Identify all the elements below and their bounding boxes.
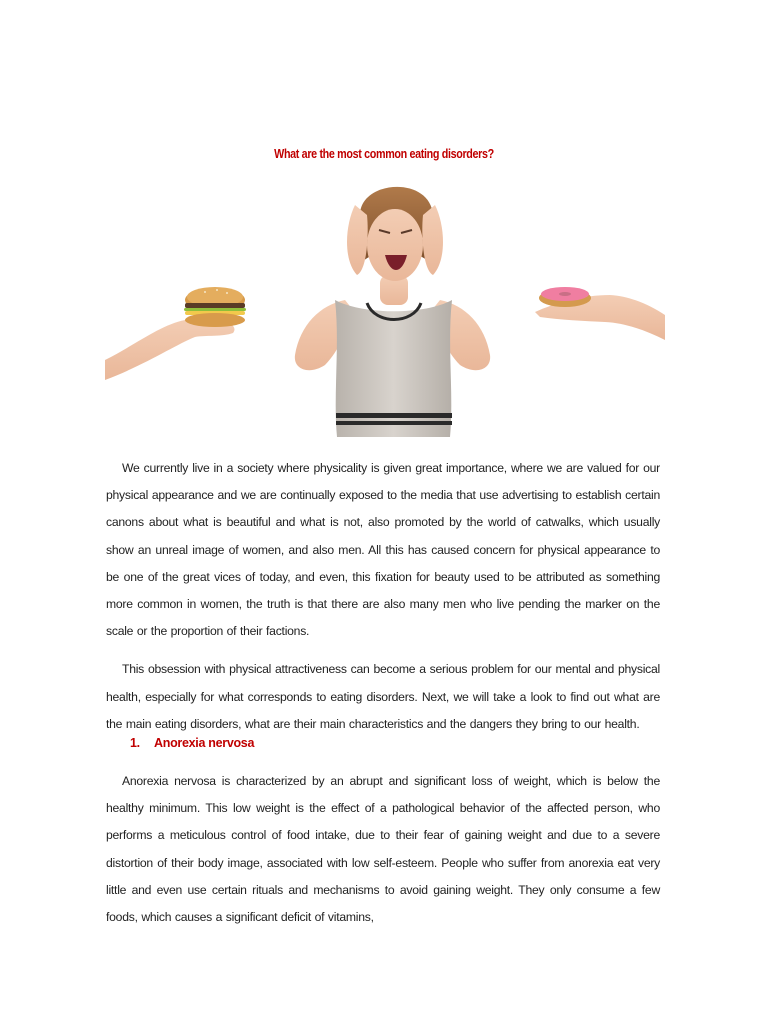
left-hand-with-burger [105,287,246,380]
woman-figure [295,187,490,437]
paragraph-2: This obsession with physical attractiveness can become a serious problem for our mental and physical health, especially for what corresponds to eating disorders. Next, we will take a look to find out what are the main eating disorders, what are their main characteristics and the dangers they bring to our health. [106,662,660,731]
right-hand-with-donut [535,287,665,340]
intro-paragraphs [106,455,660,738]
paragraph-1: We currently live in a society where physicality is given great importance, where we are valued for our physical appearance and we are continually exposed to the media that use advertising to establish certain canons about what is beautiful and what is not, also promoted by the world of catwalks, which usually show an unreal image of women, and also men. All this has caused concern for physical appearance to be one of the great vices of today, and even, this fixation for beauty used to be attributed as something more common in women, the truth is that there are also many men who live pending the marker on the scale or the proportion of their factions. [106,461,660,639]
section-paragraph: Anorexia nervosa is characterized by an abrupt and significant loss of weight, which is below the healthy minimum. This low weight is the effect of a pathological behavior of the affected person, who performs a meticulous control of food intake, due to their fear of gaining weight and due to a severe distortion of their body image, associated with low self-esteem. People who suffer from anorexia eat very little and even use certain rituals and mechanisms to avoid gaining weight. They only consume a few foods, which causes a significant deficit of vitamins, [106,774,660,925]
illustration-woman-with-burger-and-donut [105,175,665,445]
section-heading [130,736,254,750]
section-number: 1. [130,736,140,750]
section-title: Anorexia nervosa [154,736,255,750]
section-body [106,768,660,931]
document-title: What are the most common eating disorders? [274,147,494,161]
